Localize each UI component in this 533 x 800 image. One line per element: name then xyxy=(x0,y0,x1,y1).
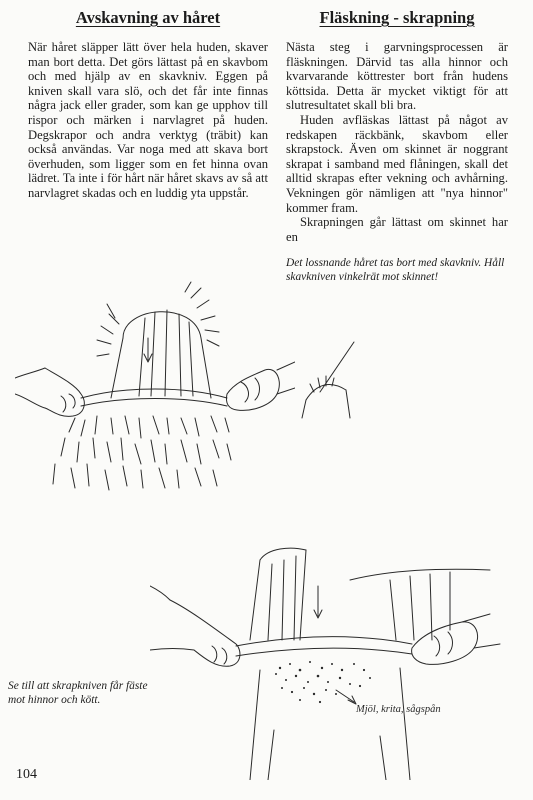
section-heading-hair-scraping: Avskavning av håret xyxy=(75,8,221,27)
illustration-knife-angle xyxy=(300,340,370,420)
caption-scraping-knife: Det lossnande håret tas bort med skavkniv. Håll skavkniven vinkelrät mot skinnet! xyxy=(286,257,505,283)
fleshing-paragraph-2: Huden avfläskas lättast på något av redskapen räckbänk, skavbom eller skrapstock. Även om skinnet är noggrant skrapat i samband med flåningen, skall det alltid skrapas efter vekning och avhårning. Vekningen gör nämligen att "nya hinnor" kommer fram. xyxy=(286,112,508,215)
left-column xyxy=(28,8,268,201)
hair-scraping-paragraph: När håret släpper lätt över hela huden, skaver man bort detta. Det görs lättast på en skavbom och med hjälp av en skavkniv. Eggen på kniven skall vara slö, och det får inte finnas några jack eller grader, som kan ge upphov till rispor och märken i narvlagret på huden. Degskrapor och andra verktyg (träbit) kan också användas. Var noga med att skava bort överhuden, som ligger som en fet hinna ovan lädret. Ta inte i för hårt när håret skavs av så att narvlagret skadas och en luddig yta uppstår. xyxy=(28,40,268,200)
section-heading-fleshing: Fläskning - skrapning xyxy=(319,8,475,27)
illustration-fleshing xyxy=(150,540,510,780)
illustration-hair-scraping xyxy=(15,278,295,508)
right-column xyxy=(286,8,508,244)
fleshing-paragraph-1: Nästa steg i garvningsprocessen är fläskningen. Därvid tas alla hinnor och kvarvarande köttrester bort från hudens köttsida. Detta är mycket viktigt för att slutresultatet skall bli bra. xyxy=(286,40,508,113)
powder-dots xyxy=(275,661,371,703)
illustration-label: Mjöl, krita, sågspån xyxy=(356,704,441,715)
page-number: 104 xyxy=(16,767,37,782)
fleshing-paragraph-3: Skrapningen går lättast om skinnet har en xyxy=(286,215,508,244)
caption-fleshing-knife: Se till att skrapkniven får fäste mot hinnor och kött. xyxy=(8,680,148,706)
